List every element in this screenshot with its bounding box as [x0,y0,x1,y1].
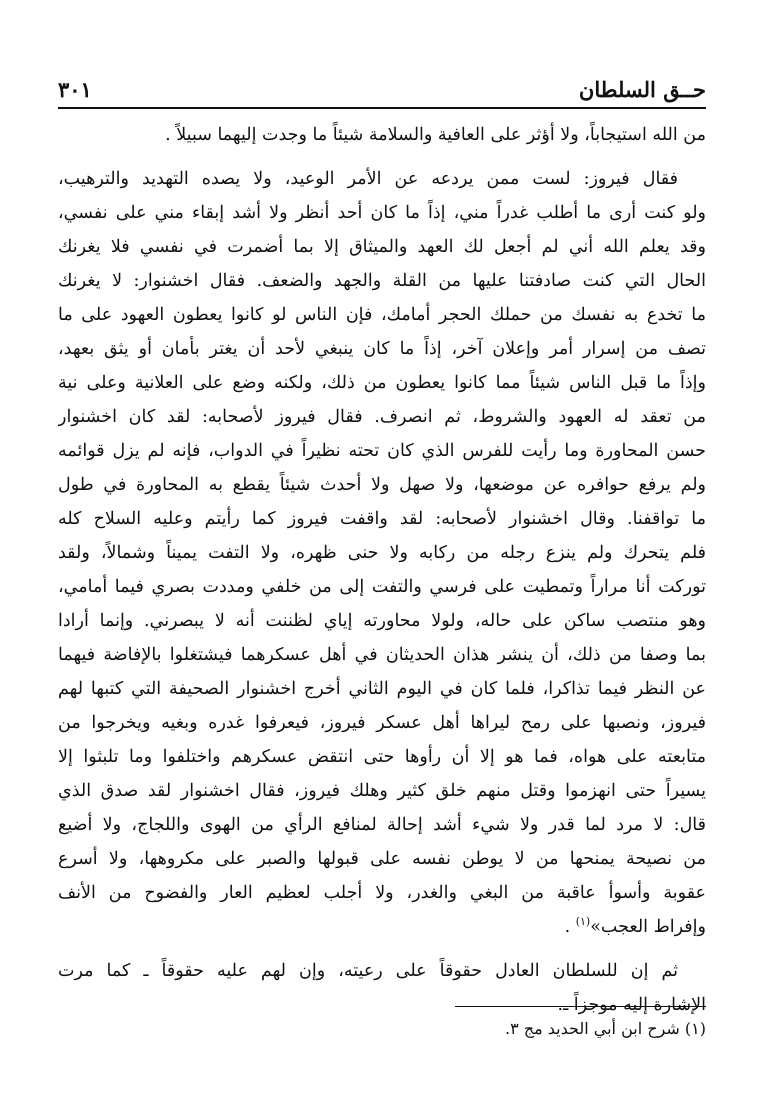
text-line-last [58,910,706,944]
text-line: حسن المحاورة وما رأيت للفرس الذي كان تحته نظيراً في الدواب، فإنه لم يزل قوائمه [58,441,706,461]
text-line: الحال التي كنت صادفتنا عليها من القلة والجهد والضعف. فقال اخشنوار: لا يغرنك [58,271,706,291]
paragraph-2 [58,162,706,944]
text-line: ما تخدع به نفسك من حملك الحجر أمامك، فإن الناس لو كانوا يعطون العهود على ما [58,305,706,325]
text-line: عن النظر فيما تذاكرا، فلما كان في اليوم الثاني أخرج اخشنوار الصحيفة التي كتبها لهم [58,679,706,699]
text-line: وقد يعلم الله أني لم أجعل لك العهد والميثاق إلا بما أضمرت في نفسي فلا يغرنك [58,237,706,257]
text-line: ولم يرفع حوافره عن موضعها، ولا صهل ولا أحدث شيئاً يقطع به المحاورة في طول [58,475,706,495]
text-line: توركت أنا مراراً وتمطيت على فرسي والتفت إلى من خلفي ومددت بصري فيما أمامي، [58,577,706,597]
text-line: ما تواقفنا. وقال اخشنوار لأصحابه: لقد واقفت فيروز كما رأيتم وعليه السلاح كله [58,509,706,529]
text-line: الإشارة إليه موجزاً ـ. [557,995,706,1015]
text-line: تصف من إسرار أمر وإعلان آخر، إذاً ما كان ينبغي لأحد أن يغتر بأمان أو يثق بعهد، [58,339,706,359]
paragraph-gap [58,152,706,162]
text-line: قال: لا مرد لما قدر ولا شيء أشد إحالة لمنافع الرأي من الهوى واللجاج، ولا أضيع [58,815,706,835]
text-line: عقوبة وأسوأ عاقبة من البغي والغدر، ولا أجلب لعظيم العار والفضوح من الأنف [58,883,706,903]
text-line: من الله استيجاباً، ولا أؤثر على العافية والسلامة شيئاً ما وجدت إليهما سبيلاً . [165,125,706,145]
text-line: وهو منتصب ساكن على حاله، ولولا محاورته إياي لظننت أنه لا يبصرني. وإنما أرادا [58,611,706,631]
page-number: ٣٠١ [58,77,92,102]
footnote [58,1016,706,1042]
quote-end: وإفراط العجب» [590,917,706,937]
header-rule [58,107,706,109]
body-text [58,118,706,1022]
text-line: وإذاً ما قبل الناس شيئاً مما كانوا يعطون من ذلك، ولكنه وضع على العلانية وعلى نية [58,373,706,393]
text-line: يسيراً حتى انهزموا وقتل منهم خلق كثير وهلك فيروز، فقال اخشنوار لقد صدق الذي [58,781,706,801]
text-line: من تعقد له العهود والشروط، ثم انصرف. فقال فيروز لأصحابه: لقد كان اخشنوار [58,407,706,427]
footnote-reference[interactable]: (١) [575,915,591,929]
footnote-rule [455,1006,706,1007]
text-line: بما وصفا من ذلك، أن ينشر هذان الحديثان في أهل عسكرهما فيشتغلوا بالإفاضة فيهما [58,645,706,665]
text-line: فقال فيروز: لست ممن يردعه عن الأمر الوعيد، ولا يصده التهديد والترهيب، [58,169,678,189]
paragraph-1 [58,118,706,152]
footnote-text: شرح ابن أبي الحديد مج ٣. [505,1019,680,1038]
text-line: ثم إن للسلطان العادل حقوقاً على رعيته، وإن لهم عليه حقوقاً ـ كما مرت [58,961,678,981]
text-line: فيروز، ونصبها على رمح ليراها أهل عسكر فيروز، فيعرفوا غدره وبغيه ويخرجوا من [58,713,706,733]
paragraph-end-period: . [564,917,576,937]
paragraph-3 [58,954,706,1022]
page-header [58,76,706,106]
paragraph-gap [58,944,706,954]
text-line: متابعته على هواه، فما هو إلا أن رأوها حتى انتقض عسكرهم واختلفوا وما تلبثوا إلا [58,747,706,767]
text-line: من نصيحة يمنحها من لا يوطن نفسه على قبولها والصبر على مكروهها، ولا أسرع [58,849,706,869]
text-line: ولو كنت أرى ما أطلب غدراً مني، إذاً ما كان أحد أنظر ولا أشد إبقاء مني على نفسي، [58,203,706,223]
footnote-number: (١) [684,1019,706,1038]
running-title: حــق السلطان [578,77,706,102]
text-line: فلم يتحرك ولم ينزع رجله من ركابه ولا حنى ظهره، ولا التفت يميناً وشمالاً، ولقد [58,543,706,563]
